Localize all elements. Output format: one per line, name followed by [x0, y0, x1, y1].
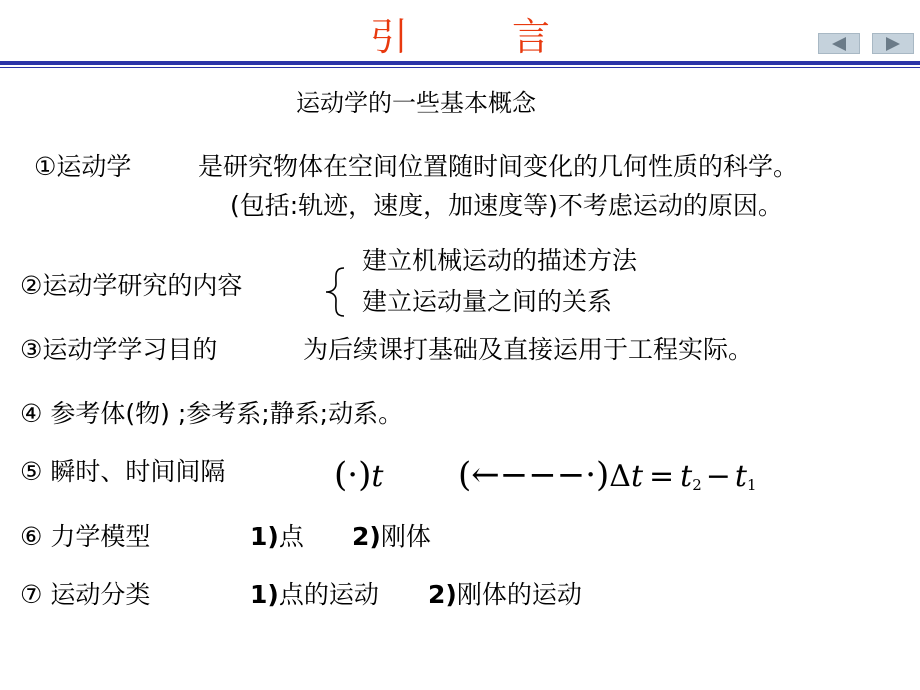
equals-sign: =	[649, 459, 675, 494]
item6-option2-text: 刚体	[380, 522, 431, 551]
item7-option1-number: 1)	[250, 580, 279, 609]
item5-label: ⑤ 瞬时、时间间隔	[20, 457, 226, 486]
minus-sign: −	[705, 459, 731, 494]
previous-slide-button[interactable]	[818, 33, 860, 54]
t1-subscript: 1	[746, 476, 757, 494]
item2-sub2: 建立运动量之间的关系	[362, 287, 613, 316]
instant-formula	[334, 455, 384, 495]
triangle-left-icon	[832, 37, 846, 51]
item6-option1-number: 1)	[250, 522, 279, 551]
t1-var: t	[734, 459, 747, 494]
t2-subscript: 2	[692, 476, 702, 494]
item1-label: ①运动学	[34, 152, 132, 181]
item1-text: 是研究物体在空间位置随时间变化的几何性质的科学。	[198, 152, 799, 181]
item7-option2	[428, 580, 582, 610]
item3-label: ③运动学学习目的	[20, 335, 218, 364]
header-divider-thin	[0, 67, 920, 68]
delta-symbol: Δ	[609, 459, 631, 494]
interval-paren: (←−−−·)	[458, 455, 610, 495]
curly-brace-icon	[322, 266, 348, 318]
triangle-right-icon	[886, 37, 900, 51]
item7-option1	[250, 580, 379, 610]
instant-var: t	[371, 459, 384, 494]
item6-option2-number: 2)	[352, 522, 381, 551]
item6-option1-text: 点	[278, 522, 304, 551]
t2-var: t	[680, 459, 693, 494]
slide-title: 引 言	[369, 15, 597, 59]
item3-text: 为后续课打基础及直接运用于工程实际。	[303, 335, 754, 364]
item4-label: ④ 参考体(物) ;参考系;静系;动系。	[20, 399, 404, 428]
interval-formula	[458, 455, 757, 502]
item7-option2-number: 2)	[428, 580, 457, 609]
header-divider-thick	[0, 61, 920, 65]
item6-label: ⑥ 力学模型	[20, 522, 151, 551]
item1-text-cont: (包括:轨迹，速度，加速度等)不考虑运动的原因。	[230, 191, 783, 220]
item2-label: ②运动学研究的内容	[20, 271, 243, 300]
item7-option2-text: 刚体的运动	[456, 580, 582, 609]
item2-sub1: 建立机械运动的描述方法	[362, 246, 638, 275]
item7-label: ⑦ 运动分类	[20, 580, 151, 609]
item6-option1	[250, 522, 304, 552]
interval-var: t	[630, 459, 644, 494]
next-slide-button[interactable]	[872, 33, 914, 54]
item6-option2	[352, 522, 431, 552]
item7-option1-text: 点的运动	[278, 580, 379, 609]
section-subtitle: 运动学的一些基本概念	[296, 89, 536, 117]
instant-paren: (·)	[334, 455, 372, 495]
